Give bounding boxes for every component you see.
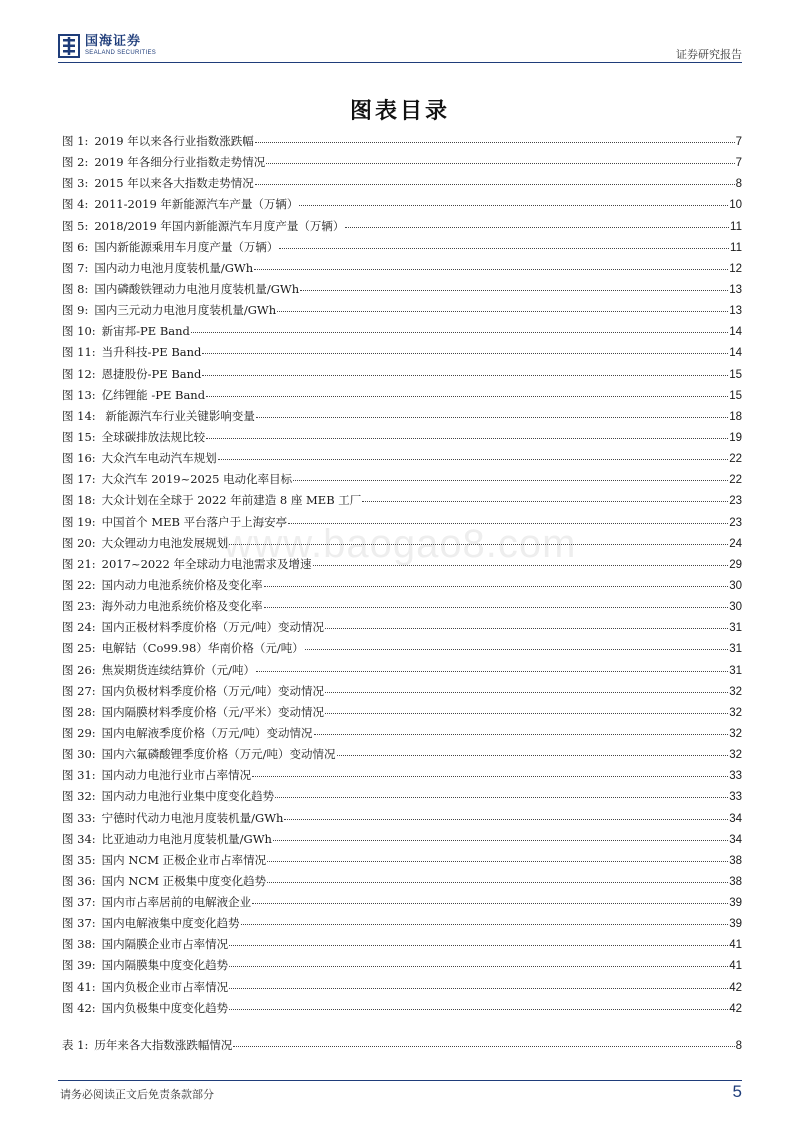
toc-entry-title: 国内 NCM 正极企业市占率情况 — [101, 852, 267, 867]
toc-entry[interactable] — [62, 617, 742, 638]
toc-entry[interactable] — [62, 427, 742, 448]
toc-entry-label: 表 1: — [62, 1038, 89, 1052]
toc-entry[interactable] — [62, 786, 742, 807]
toc-entry-label: 图 1: — [62, 134, 89, 148]
toc-entry-page: 13 — [729, 283, 742, 296]
toc-entry-page: 24 — [729, 537, 742, 550]
toc-entry-title: 国内正极材料季度价格（万元/吨）变动情况 — [101, 620, 325, 635]
toc-dot-leader — [284, 806, 728, 820]
toc-entry-label: 图 14: — [62, 408, 96, 423]
toc-entry[interactable] — [62, 406, 742, 427]
toc-entry[interactable] — [62, 512, 742, 533]
toc-entry-label: 图 33: — [62, 810, 96, 825]
toc-entry-title: 国内电解液集中度变化趋势 — [101, 916, 240, 931]
toc-entry-label: 图 12: — [62, 366, 96, 381]
toc-entry-page: 23 — [729, 516, 742, 529]
toc-dot-leader — [267, 869, 728, 883]
toc-entry-page: 15 — [729, 389, 742, 402]
toc-entry-title: 大众汽车电动汽车规划 — [101, 451, 217, 466]
toc-entry-label: 图 28: — [62, 704, 96, 719]
toc-dot-leader — [206, 383, 728, 397]
toc-entry[interactable] — [62, 152, 742, 173]
toc-dot-leader — [314, 721, 729, 735]
toc-entry-title: 国内动力电池行业市占率情况 — [101, 768, 252, 783]
toc-entry-page: 34 — [729, 812, 742, 825]
toc-dot-leader — [264, 594, 729, 608]
toc-entry-page: 41 — [729, 960, 742, 973]
toc-entry-page: 7 — [735, 136, 742, 148]
footer-disclaimer: 请务必阅读正文后免责条款部分 — [60, 1088, 214, 1101]
toc-entry[interactable] — [62, 216, 742, 237]
toc-entry-page: 41 — [729, 939, 742, 952]
toc-entry[interactable] — [62, 596, 742, 617]
toc-entry-title: 国内三元动力电池月度装机量/GWh — [94, 303, 277, 318]
toc-dot-leader — [254, 256, 728, 270]
toc-dot-leader — [252, 890, 728, 904]
toc-entry[interactable] — [62, 934, 742, 955]
toc-entry-label: 图 38: — [62, 937, 96, 952]
toc-entry-label: 图 9: — [62, 303, 89, 318]
toc-entry-page: 18 — [729, 410, 742, 423]
toc-entry-page: 8 — [735, 178, 742, 191]
toc-entry-page: 7 — [735, 157, 742, 170]
toc-entry-page: 32 — [729, 685, 742, 698]
toc-dot-leader — [299, 192, 728, 206]
toc-entry-page: 34 — [729, 833, 742, 846]
toc-entry-title: 亿纬锂能 -PE Band — [101, 387, 206, 402]
toc-entry[interactable] — [62, 681, 742, 702]
toc-entry-title: 电解钴（Co99.98）华南价格（元/吨） — [101, 641, 304, 656]
toc-dot-leader — [202, 340, 728, 354]
toc-entry-label: 图 7: — [62, 260, 89, 275]
toc-entry[interactable] — [62, 342, 742, 363]
toc-dot-leader — [325, 679, 728, 693]
toc-entry-page: 33 — [729, 770, 742, 783]
toc-entry[interactable] — [62, 723, 742, 744]
toc-entry-title: 国内电解液季度价格（万元/吨）变动情况 — [101, 725, 313, 740]
logo-icon — [58, 34, 80, 58]
toc-entry-page: 14 — [729, 326, 742, 339]
toc-entry-label: 图 35: — [62, 852, 96, 867]
toc-dot-leader — [279, 235, 729, 249]
toc-entry-label: 图 23: — [62, 599, 96, 614]
toc-entry-page: 38 — [729, 854, 742, 867]
toc-entry-page: 8 — [735, 1040, 742, 1052]
toc-entry[interactable] — [62, 808, 742, 829]
toc-entry-page: 13 — [729, 305, 742, 318]
toc-entry[interactable] — [62, 258, 742, 279]
toc-entry-page: 11 — [730, 241, 742, 254]
toc-entry[interactable] — [62, 364, 742, 385]
toc-entry[interactable] — [62, 913, 742, 934]
logo-chinese-name: 国海证券 — [85, 34, 142, 49]
toc-entry[interactable] — [62, 300, 742, 321]
toc-entry[interactable] — [62, 533, 742, 554]
toc-entry-page: 11 — [730, 220, 742, 233]
toc-entry[interactable] — [62, 765, 742, 786]
toc-entry-title: 中国首个 MEB 平台落户于上海安亭 — [101, 514, 288, 529]
toc-entry-label: 图 20: — [62, 535, 96, 550]
header-divider — [58, 62, 742, 63]
toc-entry[interactable] — [62, 638, 742, 659]
toc-entry-title: 新宙邦-PE Band — [101, 324, 190, 339]
toc-dot-leader — [229, 932, 728, 946]
toc-entry[interactable] — [62, 744, 742, 765]
toc-entry-label: 图 18: — [62, 493, 96, 508]
toc-entry-title: 恩捷股份-PE Band — [101, 366, 202, 381]
toc-entry-label: 图 34: — [62, 831, 96, 846]
toc-dot-leader — [229, 996, 728, 1010]
toc-dot-leader — [206, 425, 728, 439]
toc-entry-title: 当升科技-PE Band — [101, 345, 202, 360]
toc-entry-page: 22 — [729, 453, 742, 466]
toc-entry-title: 国内负极材料季度价格（万元/吨）变动情况 — [101, 683, 325, 698]
toc-dot-leader — [313, 552, 729, 566]
toc-dot-leader — [255, 171, 735, 185]
toc-entry[interactable] — [62, 892, 742, 913]
toc-entry-page: 32 — [729, 749, 742, 762]
toc-entry-label: 图 41: — [62, 979, 96, 994]
toc-entry-label: 图 11: — [62, 345, 96, 360]
toc-entry-page: 31 — [729, 664, 742, 677]
toc-entry-title: 2015 年以来各大指数走势情况 — [94, 176, 254, 191]
toc-entry-label: 图 36: — [62, 873, 96, 888]
toc-entry[interactable] — [62, 321, 742, 342]
toc-entry-page: 32 — [729, 727, 742, 740]
toc-dot-leader — [337, 742, 729, 756]
toc-entry-label: 图 5: — [62, 218, 89, 233]
toc-entry-page: 10 — [729, 199, 742, 212]
toc-entry-page: 12 — [729, 262, 742, 275]
toc-entry[interactable] — [62, 131, 742, 152]
toc-entry-title: 国内负极集中度变化趋势 — [101, 1000, 229, 1015]
toc-entry-title: 国内市占率居前的电解液企业 — [101, 895, 252, 910]
toc-entry-page: 32 — [729, 706, 742, 719]
toc-entry[interactable] — [62, 977, 742, 998]
toc-entry[interactable] — [62, 998, 742, 1019]
toc-dot-leader — [233, 1033, 734, 1047]
toc-entry[interactable] — [62, 173, 742, 194]
toc-entry-page: 42 — [729, 981, 742, 994]
toc-dot-leader — [267, 848, 728, 862]
toc-entry-label: 图 32: — [62, 789, 96, 804]
figure-list — [62, 131, 742, 1019]
toc-dot-leader — [191, 319, 728, 333]
toc-entry-label: 图 37: — [62, 916, 96, 931]
toc-entry-page: 31 — [729, 622, 742, 635]
toc-dot-leader — [229, 953, 728, 967]
toc-dot-leader — [325, 615, 728, 629]
toc-entry-label: 图 42: — [62, 1000, 96, 1015]
report-type: 证券研究报告 — [676, 48, 742, 61]
toc-entry-title: 国内六氟磷酸锂季度价格（万元/吨）变动情况 — [101, 747, 336, 762]
toc-entry-label: 图 25: — [62, 641, 96, 656]
toc-entry-title: 国内隔膜集中度变化趋势 — [101, 958, 229, 973]
toc-entry[interactable] — [62, 829, 742, 850]
toc-entry[interactable] — [62, 490, 742, 511]
toc-entry-page: 30 — [729, 601, 742, 614]
toc-dot-leader — [325, 700, 728, 714]
page-title: 图表目录 — [349, 99, 450, 124]
toc-dot-leader — [252, 763, 728, 777]
toc-dot-leader — [202, 362, 728, 376]
footer-divider — [58, 1080, 742, 1081]
toc-entry-title: 焦炭期货连续结算价（元/吨） — [101, 662, 256, 677]
toc-entry-label: 图 26: — [62, 662, 96, 677]
toc-dot-leader — [273, 827, 728, 841]
toc-entry-label: 图 39: — [62, 958, 96, 973]
toc-entry-title: 2019 年各细分行业指数走势情况 — [94, 155, 266, 170]
toc-entry-label: 图 29: — [62, 725, 96, 740]
toc-entry-label: 图 16: — [62, 451, 96, 466]
toc-entry-title: 国内 NCM 正极集中度变化趋势 — [101, 873, 267, 888]
toc-dot-leader — [266, 150, 734, 164]
logo-english-name: SEALAND SECURITIES — [85, 50, 157, 56]
toc-entry[interactable] — [62, 554, 742, 575]
toc-entry-page: 39 — [729, 897, 742, 910]
toc-entry[interactable] — [62, 871, 742, 892]
toc-entry-label: 图 3: — [62, 176, 89, 191]
toc-entry-title: 国内磷酸铁锂动力电池月度装机量/GWh — [94, 281, 300, 296]
toc-entry-page: 19 — [729, 431, 742, 444]
toc-entry-label: 图 31: — [62, 768, 96, 783]
toc-entry-title: 大众计划在全球于 2022 年前建造 8 座 MEB 工厂 — [101, 493, 362, 508]
company-logo — [58, 34, 156, 58]
toc-entry-title: 国内动力电池月度装机量/GWh — [94, 260, 254, 275]
toc-entry-label: 图 4: — [62, 197, 89, 212]
toc-entry[interactable] — [62, 469, 742, 490]
page-number: 5 — [732, 1082, 742, 1101]
toc-entry-title: 国内新能源乘用车月度产量（万辆） — [94, 239, 279, 254]
toc-entry[interactable] — [62, 660, 742, 681]
toc-entry[interactable] — [62, 448, 742, 469]
toc-dot-leader — [229, 975, 728, 989]
toc-entry-page: 22 — [729, 474, 742, 487]
toc-entry-page: 15 — [729, 368, 742, 381]
watermark: www.baogao8.com — [223, 522, 577, 566]
toc-entry-page: 14 — [729, 347, 742, 360]
toc-entry-label: 图 37: — [62, 895, 96, 910]
toc-entry-label: 图 6: — [62, 239, 89, 254]
toc-entry-label: 图 30: — [62, 747, 96, 762]
toc-dot-leader — [288, 510, 728, 524]
toc-entry-label: 图 17: — [62, 472, 96, 487]
toc-entry-title: 历年来各大指数涨跌幅情况 — [94, 1038, 233, 1052]
toc-entry-page: 31 — [729, 643, 742, 656]
toc-entry-title: 新能源汽车行业关键影响变量 — [101, 408, 255, 423]
toc-entry[interactable] — [62, 194, 742, 215]
toc-entry-page: 29 — [729, 558, 742, 571]
table-list — [62, 1035, 742, 1056]
toc-entry-title: 全球碳排放法规比较 — [101, 429, 206, 444]
toc-entry-title: 2017~2022 年全球动力电池需求及增速 — [101, 556, 312, 571]
toc-entry[interactable] — [62, 279, 742, 300]
toc-dot-leader — [255, 129, 735, 143]
toc-entry[interactable] — [62, 385, 742, 406]
toc-dot-leader — [264, 573, 729, 587]
toc-entry-label: 图 27: — [62, 683, 96, 698]
toc-entry-title: 海外动力电池系统价格及变化率 — [101, 599, 263, 614]
toc-dot-leader — [293, 467, 728, 481]
toc-entry-title: 2011-2019 年新能源汽车产量（万辆） — [94, 197, 299, 212]
toc-entry-page: 23 — [729, 495, 742, 508]
toc-dot-leader — [305, 636, 729, 650]
toc-dot-leader — [256, 404, 728, 418]
toc-entry-title: 2018/2019 年国内新能源汽车月度产量（万辆） — [94, 218, 345, 233]
toc-entry[interactable] — [62, 955, 742, 976]
toc-entry-title: 宁德时代动力电池月度装机量/GWh — [101, 810, 284, 825]
toc-entry-title: 国内动力电池行业集中度变化趋势 — [101, 789, 275, 804]
toc-dot-leader — [362, 488, 728, 502]
toc-entry[interactable] — [62, 1035, 742, 1056]
toc-entry-label: 图 24: — [62, 620, 96, 635]
toc-dot-leader — [300, 277, 728, 291]
toc-entry-page: 38 — [729, 875, 742, 888]
toc-entry-title: 大众锂动力电池发展规划 — [101, 535, 229, 550]
toc-entry[interactable] — [62, 702, 742, 723]
toc-dot-leader — [256, 658, 728, 672]
toc-entry-page: 39 — [729, 918, 742, 931]
toc-dot-leader — [275, 784, 728, 798]
toc-entry-title: 国内隔膜企业市占率情况 — [101, 937, 229, 952]
toc-dot-leader — [218, 446, 729, 460]
toc-entry-title: 比亚迪动力电池月度装机量/GWh — [101, 831, 272, 846]
toc-entry-label: 图 22: — [62, 577, 96, 592]
toc-entry[interactable] — [62, 575, 742, 596]
toc-entry[interactable] — [62, 850, 742, 871]
toc-entry-title: 大众汽车 2019~2025 电动化率目标 — [101, 472, 293, 487]
toc-entry-label: 图 15: — [62, 429, 96, 444]
toc-entry-label: 图 13: — [62, 387, 96, 402]
toc-entry-label: 图 2: — [62, 155, 89, 170]
toc-entry-title: 2019 年以来各行业指数涨跌幅 — [94, 134, 254, 148]
toc-entry-label: 图 19: — [62, 514, 96, 529]
toc-entry-title: 国内隔膜材料季度价格（元/平米）变动情况 — [101, 704, 325, 719]
toc-entry-label: 图 21: — [62, 556, 96, 571]
toc-entry-label: 图 8: — [62, 281, 89, 296]
toc-entry-page: 42 — [729, 1002, 742, 1015]
toc-dot-leader — [229, 531, 728, 545]
toc-entry-title: 国内动力电池系统价格及变化率 — [101, 577, 263, 592]
toc-entry-page: 33 — [729, 791, 742, 804]
toc-entry-page: 30 — [729, 579, 742, 592]
toc-entry[interactable] — [62, 237, 742, 258]
toc-dot-leader — [241, 911, 729, 925]
toc-entry-label: 图 10: — [62, 324, 96, 339]
toc-dot-leader — [345, 214, 729, 228]
toc-entry-title: 国内负极企业市占率情况 — [101, 979, 229, 994]
toc-dot-leader — [277, 298, 728, 312]
